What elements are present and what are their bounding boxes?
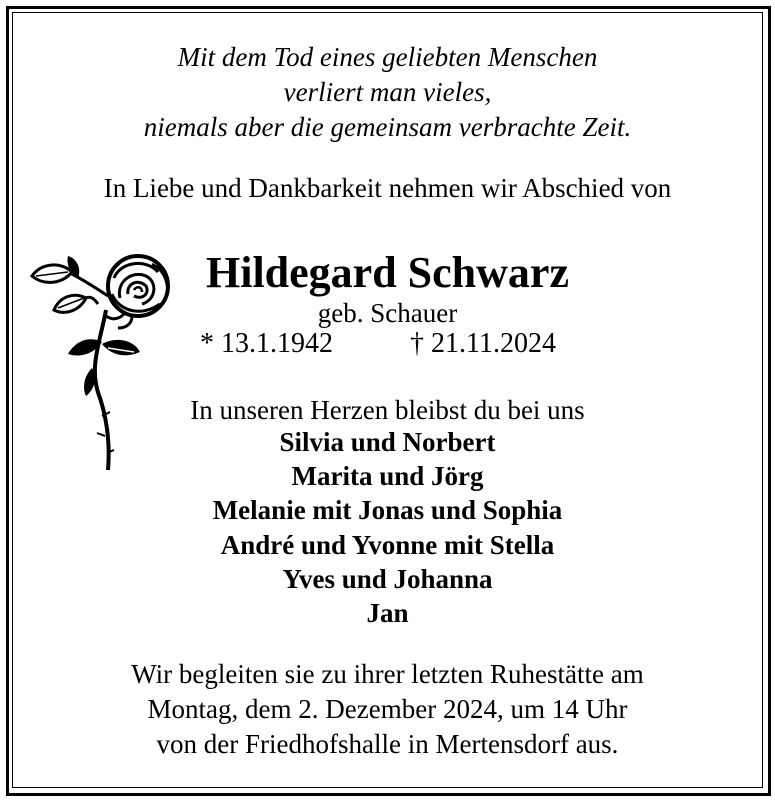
deceased-name: Hildegard Schwarz	[206, 248, 569, 297]
family-line: Melanie mit Jonas und Sophia	[212, 495, 563, 525]
motto-line-3: niemals aber die gemeinsam verbrachte Zeit.	[143, 112, 632, 142]
funeral-line-1: Wir begleiten sie zu ihrer letzten Ruhestätte am	[131, 659, 644, 689]
family-line: Marita und Jörg	[291, 461, 484, 491]
family-line: Silvia und Norbert	[279, 427, 496, 457]
funeral-line-3: von der Friedhofshalle in Mertensdorf aus.	[156, 729, 619, 759]
motto-line-2: verliert man vieles,	[283, 77, 492, 107]
family-line: André und Yvonne mit Stella	[220, 530, 555, 560]
family-line: Yves und Johanna	[282, 564, 493, 594]
motto-line-1: Mit dem Tod eines geliebten Menschen	[177, 42, 598, 72]
birth-date: * 13.1.1942	[200, 328, 333, 359]
intro-text: In Liebe und Dankbarkeit nehmen wir Abschied von	[103, 173, 672, 203]
maiden-name: geb. Schauer	[317, 298, 458, 328]
family-line: Jan	[366, 598, 409, 628]
death-date: † 21.11.2024	[410, 328, 556, 359]
funeral-line-2: Montag, dem 2. Dezember 2024, um 14 Uhr	[147, 694, 628, 724]
dedication-text: In unseren Herzen bleibst du bei uns	[190, 395, 585, 425]
